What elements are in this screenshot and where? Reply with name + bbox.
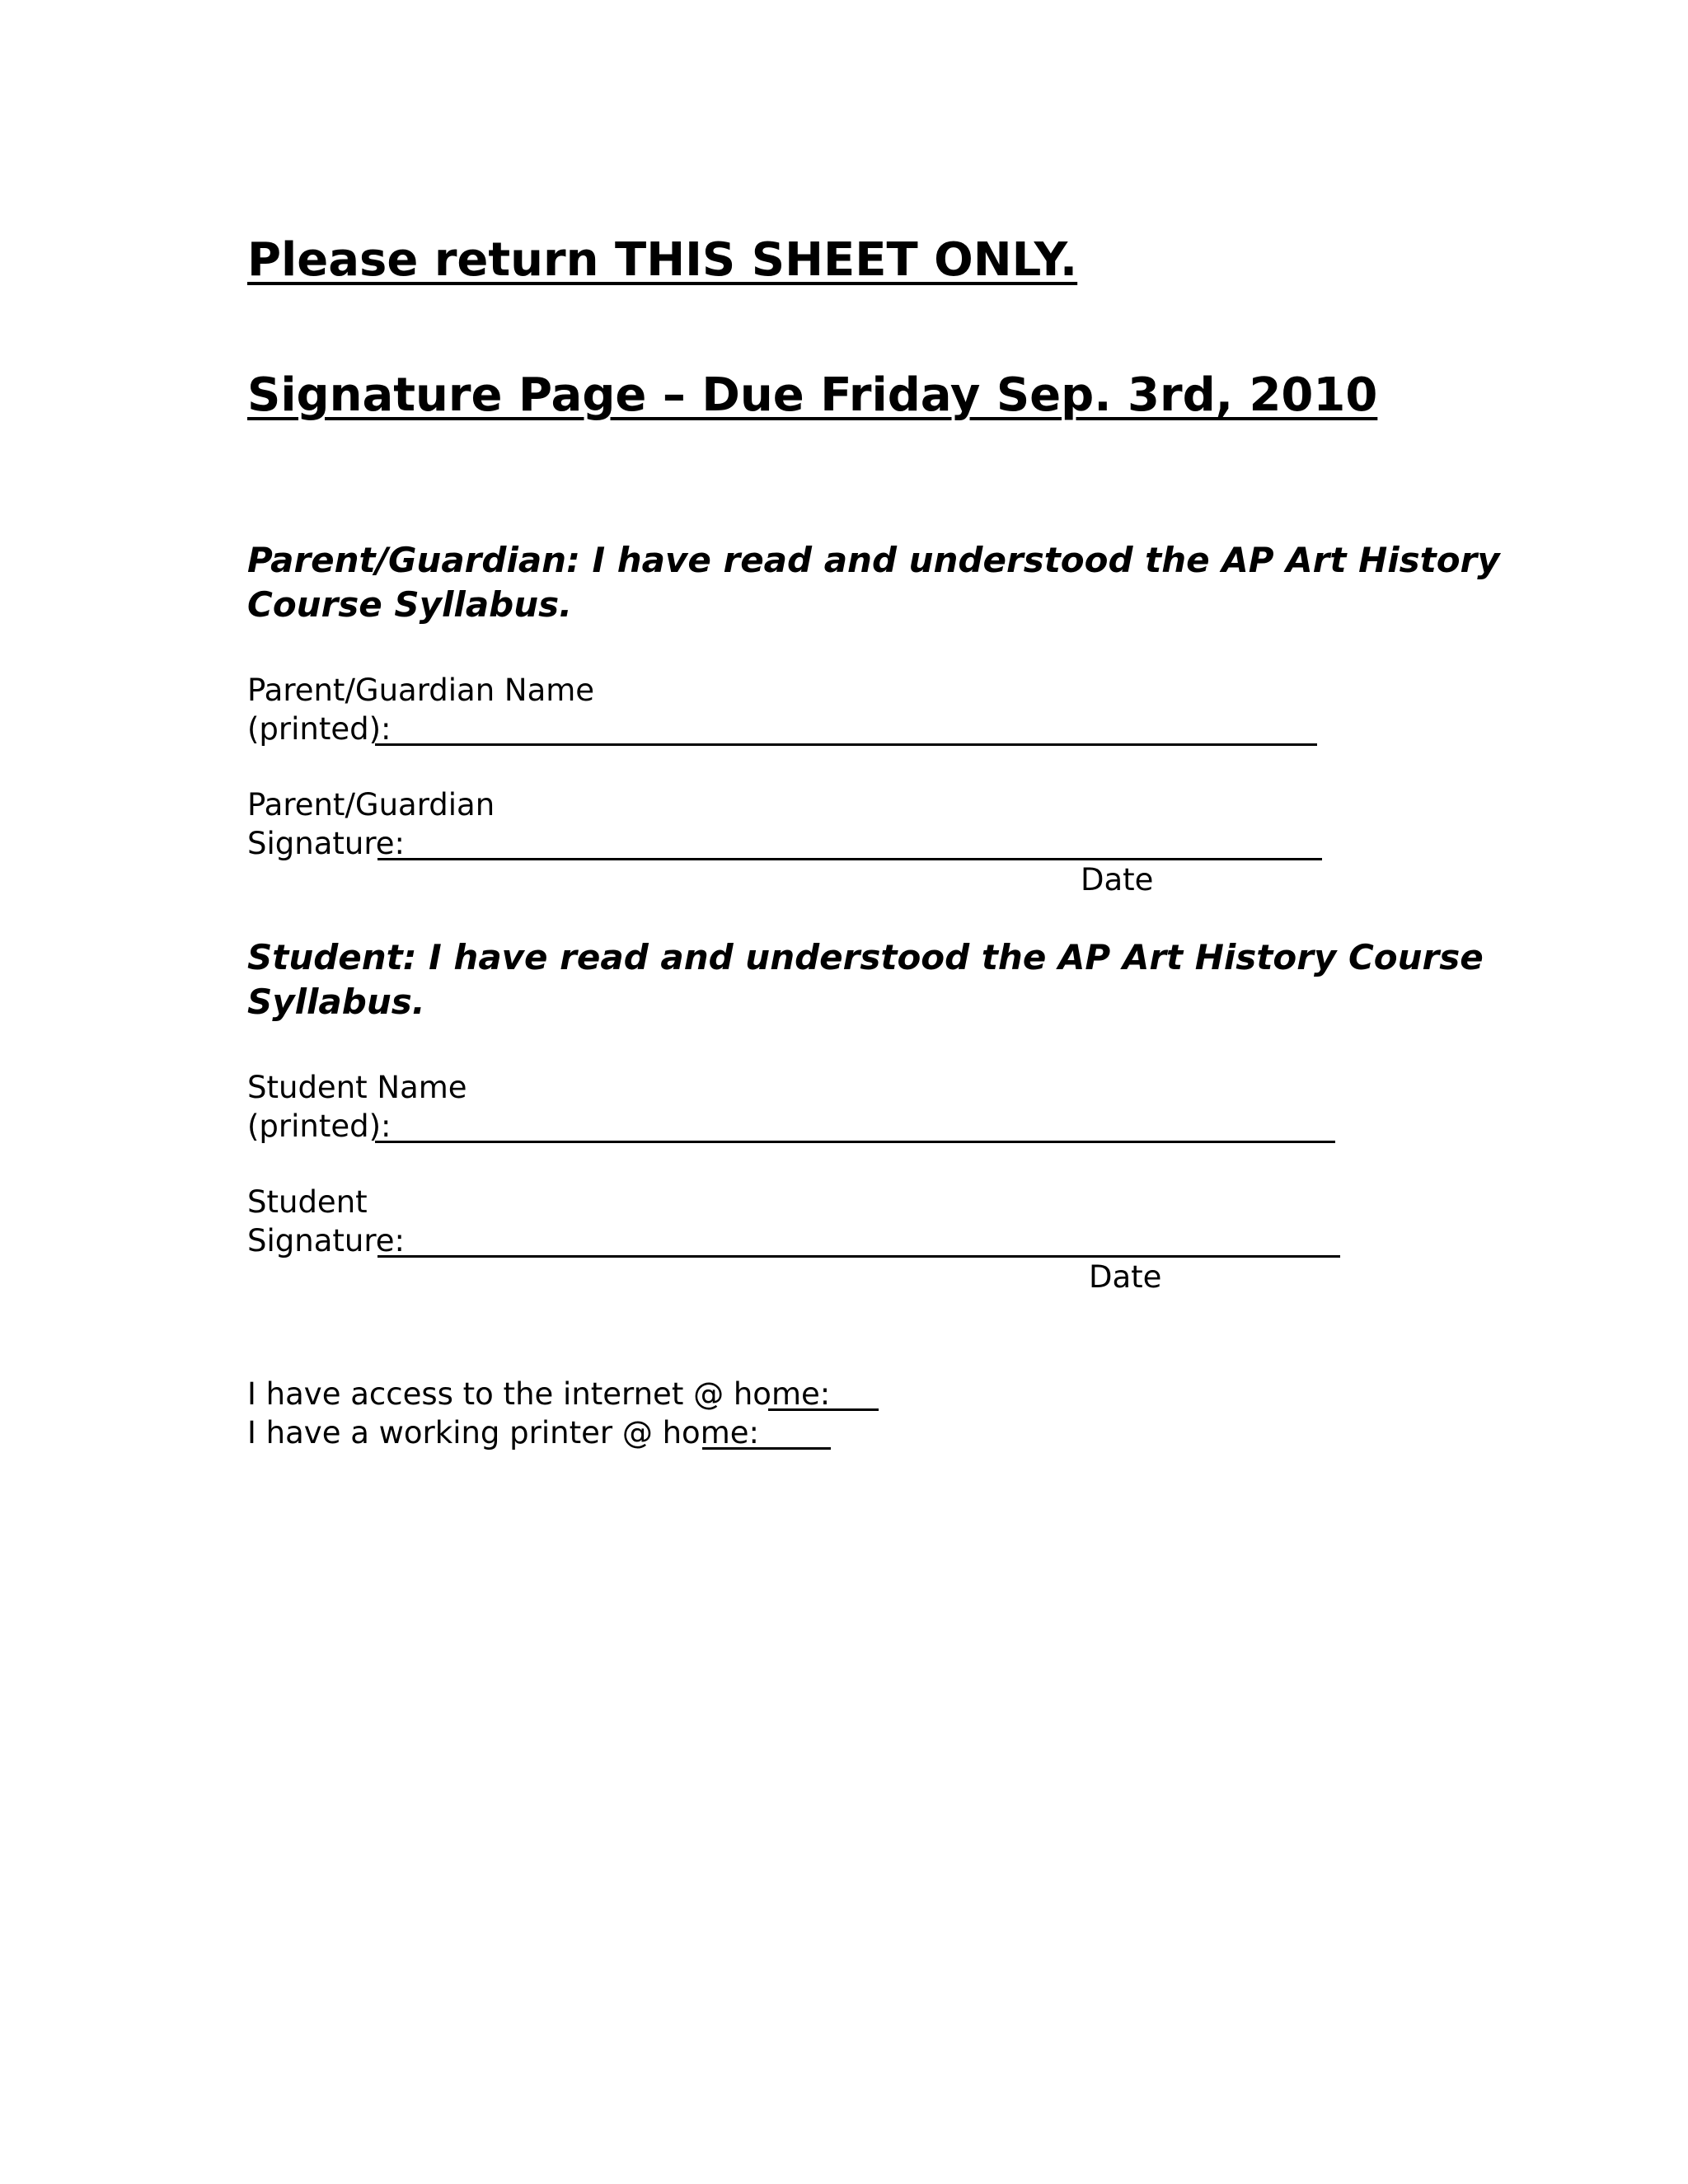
parent-statement-line2: Course Syllabus. [247, 584, 573, 625]
student-statement-line2: Syllabus. [247, 982, 425, 1022]
student-name-label-line2: (printed): [247, 1108, 392, 1144]
parent-name-field[interactable] [375, 743, 1317, 746]
internet-access-field[interactable] [768, 1408, 879, 1411]
student-name-label-line1: Student Name [247, 1070, 467, 1105]
return-notice-heading: Please return THIS SHEET ONLY. [247, 233, 1078, 287]
student-signature-field[interactable] [377, 1255, 1340, 1258]
student-name-field[interactable] [375, 1141, 1335, 1143]
student-statement-line1: Student: I have read and understood the AP Art History Course [247, 937, 1484, 977]
internet-access-label: I have access to the internet @ home: [247, 1376, 831, 1412]
parent-signature-label-line2: Signature: [247, 826, 405, 861]
printer-access-label: I have a working printer @ home: [247, 1415, 759, 1451]
parent-date-label: Date [1081, 862, 1154, 898]
student-signature-label-line2: Signature: [247, 1223, 405, 1258]
student-signature-label-line1: Student [247, 1184, 368, 1220]
parent-statement-line1: Parent/Guardian: I have read and understood the AP Art History [247, 540, 1500, 580]
parent-signature-label-line1: Parent/Guardian [247, 787, 495, 823]
page-title: Signature Page – Due Friday Sep. 3rd, 2010 [247, 368, 1378, 422]
student-date-label: Date [1089, 1259, 1162, 1295]
parent-signature-field[interactable] [377, 858, 1322, 860]
parent-name-label-line1: Parent/Guardian Name [247, 673, 595, 708]
parent-name-label-line2: (printed): [247, 711, 392, 747]
printer-access-field[interactable] [702, 1447, 831, 1450]
